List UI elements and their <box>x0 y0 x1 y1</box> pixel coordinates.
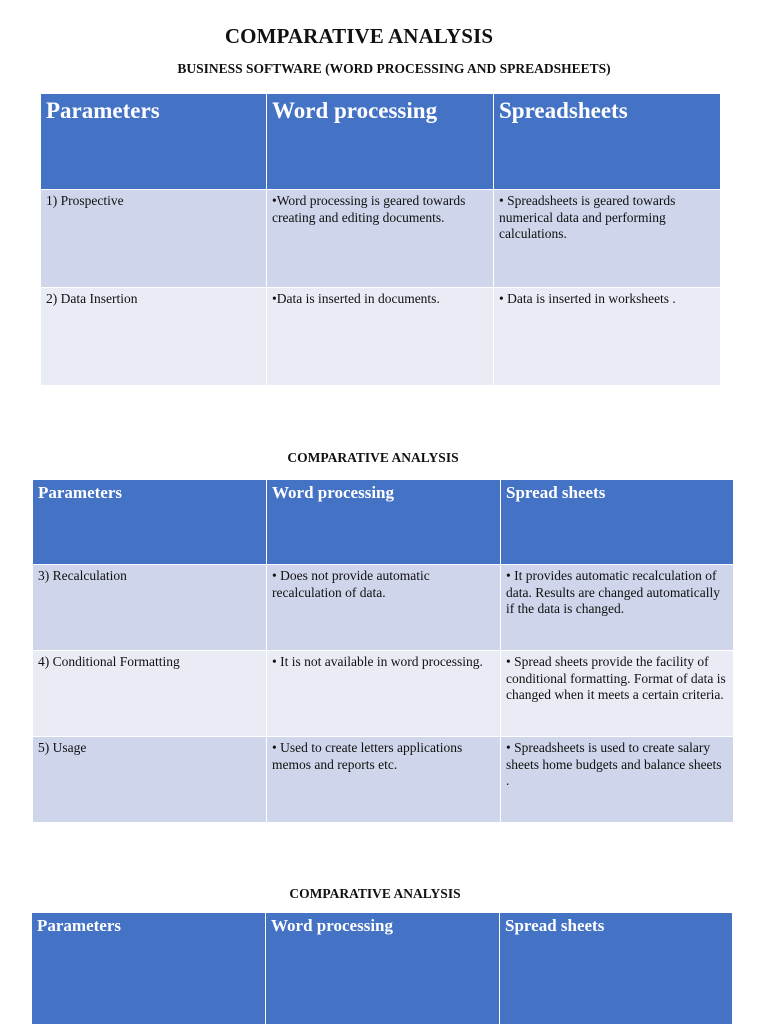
section-title: COMPARATIVE ANALYSIS <box>289 886 461 901</box>
header-word-processing: Word processing <box>266 913 500 1024</box>
row-word-processing: •Word processing is geared towards creating and editing documents. <box>267 190 494 288</box>
table-header-row <box>33 480 734 565</box>
table-row <box>33 651 734 737</box>
row-parameter: 2) Data Insertion <box>41 288 267 386</box>
row-spreadsheets: • Spreadsheets is geared towards numerical data and performing calculations. <box>494 190 721 288</box>
header-word-processing: Word processing <box>267 94 494 190</box>
header-spread-sheets: Spread sheets <box>500 913 733 1024</box>
row-parameter: 3) Recalculation <box>33 565 267 651</box>
row-parameter: 4) Conditional Formatting <box>33 651 267 737</box>
header-parameters: Parameters <box>41 94 267 190</box>
row-word-processing: • Does not provide automatic recalculation of data. <box>267 565 501 651</box>
table-header-row <box>32 913 733 1024</box>
header-parameters: Parameters <box>32 913 266 1024</box>
table-header-row <box>41 94 721 190</box>
row-word-processing: • Used to create letters applications memos and reports etc. <box>267 737 501 823</box>
row-parameter: 1) Prospective <box>41 190 267 288</box>
row-word-processing: •Data is inserted in documents. <box>267 288 494 386</box>
table-row <box>41 190 721 288</box>
table-row <box>41 288 721 386</box>
row-parameter: 5) Usage <box>33 737 267 823</box>
row-spread-sheets: • Spreadsheets is used to create salary sheets home budgets and balance sheets . <box>501 737 734 823</box>
section-title: COMPARATIVE ANALYSIS <box>287 450 459 465</box>
comparison-table-1 <box>40 93 721 386</box>
comparison-table-3 <box>31 912 733 1024</box>
page-title: COMPARATIVE ANALYSIS <box>224 24 494 48</box>
header-parameters: Parameters <box>33 480 267 565</box>
header-spreadsheets: Spreadsheets <box>494 94 721 190</box>
row-spreadsheets: • Data is inserted in worksheets . <box>494 288 721 386</box>
row-word-processing: • It is not available in word processing. <box>267 651 501 737</box>
header-spread-sheets: Spread sheets <box>501 480 734 565</box>
header-word-processing: Word processing <box>267 480 501 565</box>
row-spread-sheets: • Spread sheets provide the facility of conditional formatting. Format of data is changed when it meets a certain criteria. <box>501 651 734 737</box>
row-spread-sheets: • It provides automatic recalculation of data. Results are changed automatically if the data is changed. <box>501 565 734 651</box>
table-row <box>33 565 734 651</box>
page-subtitle: BUSINESS SOFTWARE (WORD PROCESSING AND SPREADSHEETS) <box>177 61 611 76</box>
comparison-table-2 <box>32 479 734 823</box>
table-row <box>33 737 734 823</box>
